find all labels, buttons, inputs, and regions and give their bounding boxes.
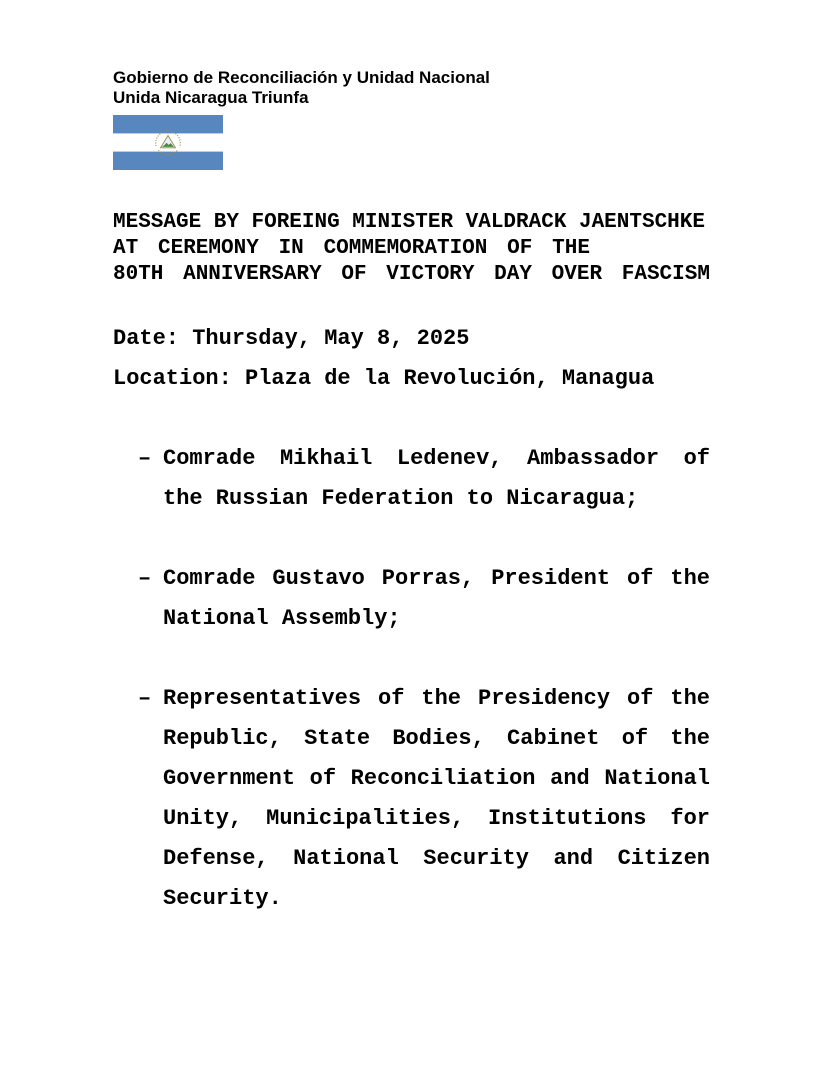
list-item <box>113 559 710 639</box>
flag-top-blue-stripe <box>113 115 223 133</box>
list-item-text: Comrade Gustavo Porras, President of the National Assembly; <box>163 566 710 631</box>
bullet-dash: – <box>138 446 152 471</box>
letterhead-line-1: Gobierno de Reconciliación y Unidad Nacional <box>113 68 490 87</box>
document-title <box>113 210 710 288</box>
title-line-1: MESSAGE BY FOREING MINISTER VALDRACK JAENTSCHKE <box>113 211 705 234</box>
title-line-3: 80TH ANNIVERSARY OF VICTORY DAY OVER FASCISM <box>113 263 710 286</box>
title-line-2: AT CEREMONY IN COMMEMORATION OF THE <box>113 237 590 260</box>
list-item <box>113 679 710 919</box>
attendee-list <box>113 439 710 919</box>
list-item-text: Comrade Mikhail Ledenev, Ambassador of the Russian Federation to Nicaragua; <box>163 446 710 511</box>
bullet-dash: – <box>138 686 152 711</box>
bullet-dash: – <box>138 566 152 591</box>
event-meta <box>113 319 710 399</box>
list-item-text: Representatives of the Presidency of the Republic, State Bodies, Cabinet of the Government of Reconciliation and National Unity, Municipalities, Institutions for Defense, National Security and Citizen Security. <box>163 686 710 911</box>
event-location: Location: Plaza de la Revolución, Managua <box>113 366 655 391</box>
letterhead <box>113 68 710 108</box>
letterhead-line-2: Unida Nicaragua Triunfa <box>113 88 309 107</box>
nicaragua-flag-image <box>113 115 223 170</box>
event-date: Date: Thursday, May 8, 2025 <box>113 326 470 351</box>
list-item <box>113 439 710 519</box>
